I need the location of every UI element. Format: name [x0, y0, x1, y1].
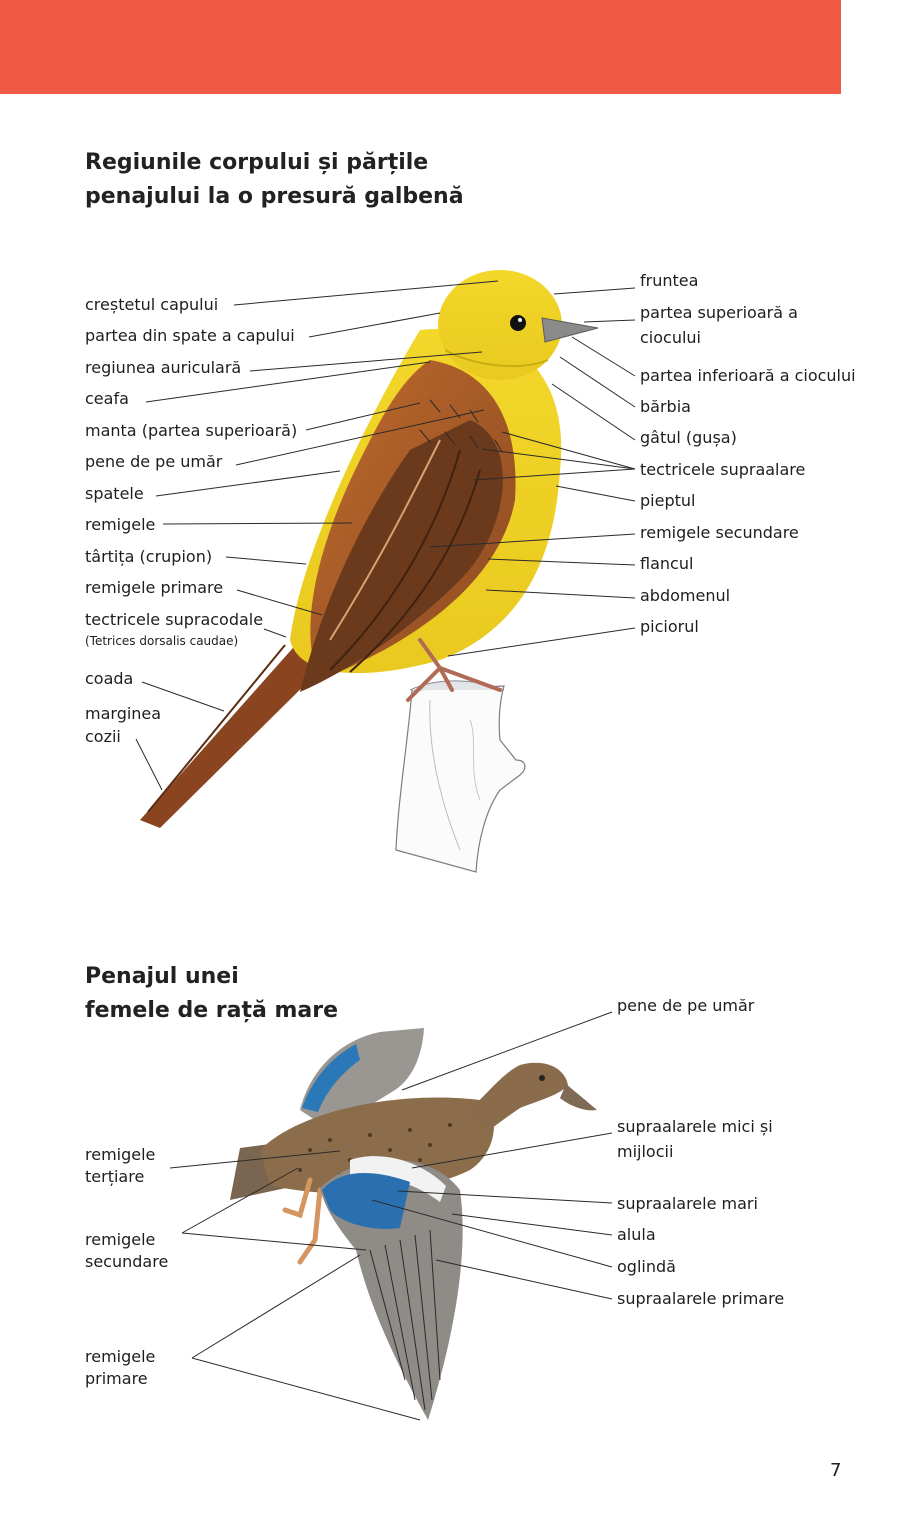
label-coada: coada [85, 669, 134, 688]
eye [510, 315, 526, 331]
label-remigele-secundare-1: remigele [85, 1230, 156, 1249]
label-alula: alula [617, 1225, 656, 1244]
duck-eye [539, 1075, 545, 1081]
label-partea-superioara-a: partea superioară a [640, 303, 798, 322]
label-remigele-secundare: remigele secundare [640, 523, 799, 542]
duck-head [470, 1063, 568, 1138]
label-manta: manta (partea superioară) [85, 421, 298, 440]
label-tetrices-dorsalis-caudae: (Tetrices dorsalis caudae) [85, 634, 239, 648]
label-oglinda: oglindă [617, 1257, 676, 1276]
label-tectricele-supraalare: tectricele supraalare [640, 460, 806, 479]
label-regiunea-auriculara: regiunea auriculară [85, 358, 242, 377]
tail [140, 640, 330, 828]
label-abdomenul: abdomenul [640, 586, 731, 605]
label-tartita: târtița (crupion) [85, 547, 213, 566]
label-supraalarele-primare: supraalarele primare [617, 1289, 785, 1308]
label-crestetul-capului: creștetul capului [85, 295, 219, 314]
label-partea-din-spate-a-capului: partea din spate a capului [85, 326, 295, 345]
duck-illustration [230, 1028, 597, 1420]
label-supraalarele-mari: supraalarele mari [617, 1194, 758, 1213]
label-remigele: remigele [85, 515, 156, 534]
page-number: 7 [830, 1460, 842, 1481]
duck-bill [560, 1084, 597, 1110]
label-partea-inferioara-a-ciocului: partea inferioară a ciocului [640, 366, 856, 385]
section2-title-line2: femele de rață mare [85, 998, 339, 1023]
label-pene-de-pe-umar: pene de pe umăr [85, 452, 223, 471]
label-duck-pene-de-pe-umar: pene de pe umăr [617, 996, 755, 1015]
duck-legs [285, 1180, 320, 1262]
label-piciorul: piciorul [640, 617, 699, 636]
label-fruntea: fruntea [640, 271, 699, 290]
label-barbia: bărbia [640, 397, 691, 416]
section2-title [85, 960, 338, 1028]
section1-title-line1: Regiunile corpului și părțile [85, 150, 429, 175]
label-marginea: marginea [85, 704, 162, 723]
label-ciocului: ciocului [640, 328, 701, 347]
label-spatele: spatele [85, 484, 144, 503]
label-ceafa: ceafa [85, 389, 129, 408]
label-gatul: gâtul (gușa) [640, 428, 737, 447]
label-tectricele-supracodale: tectricele supracodale [85, 610, 264, 629]
label-mijlocii: mijlocii [617, 1142, 674, 1161]
section2-title-line1: Penajul unei [85, 964, 239, 989]
label-remigele-tertiare-2: terțiare [85, 1167, 145, 1186]
label-pieptul: pieptul [640, 491, 696, 510]
section1-title-line2: penajului la o presură galbenă [85, 184, 464, 209]
label-flancul: flancul [640, 554, 694, 573]
label-remigele-secundare-2: secundare [85, 1252, 169, 1271]
label-cozii: cozii [85, 727, 121, 746]
label-remigele-primare: remigele primare [85, 578, 224, 597]
label-remigele-primare-1: remigele [85, 1347, 156, 1366]
label-supraalarele-mici: supraalarele mici și [617, 1117, 773, 1136]
label-remigele-tertiare-1: remigele [85, 1145, 156, 1164]
section1-title [85, 146, 464, 214]
label-remigele-primare-2: primare [85, 1369, 148, 1388]
perch-branch [396, 686, 525, 872]
